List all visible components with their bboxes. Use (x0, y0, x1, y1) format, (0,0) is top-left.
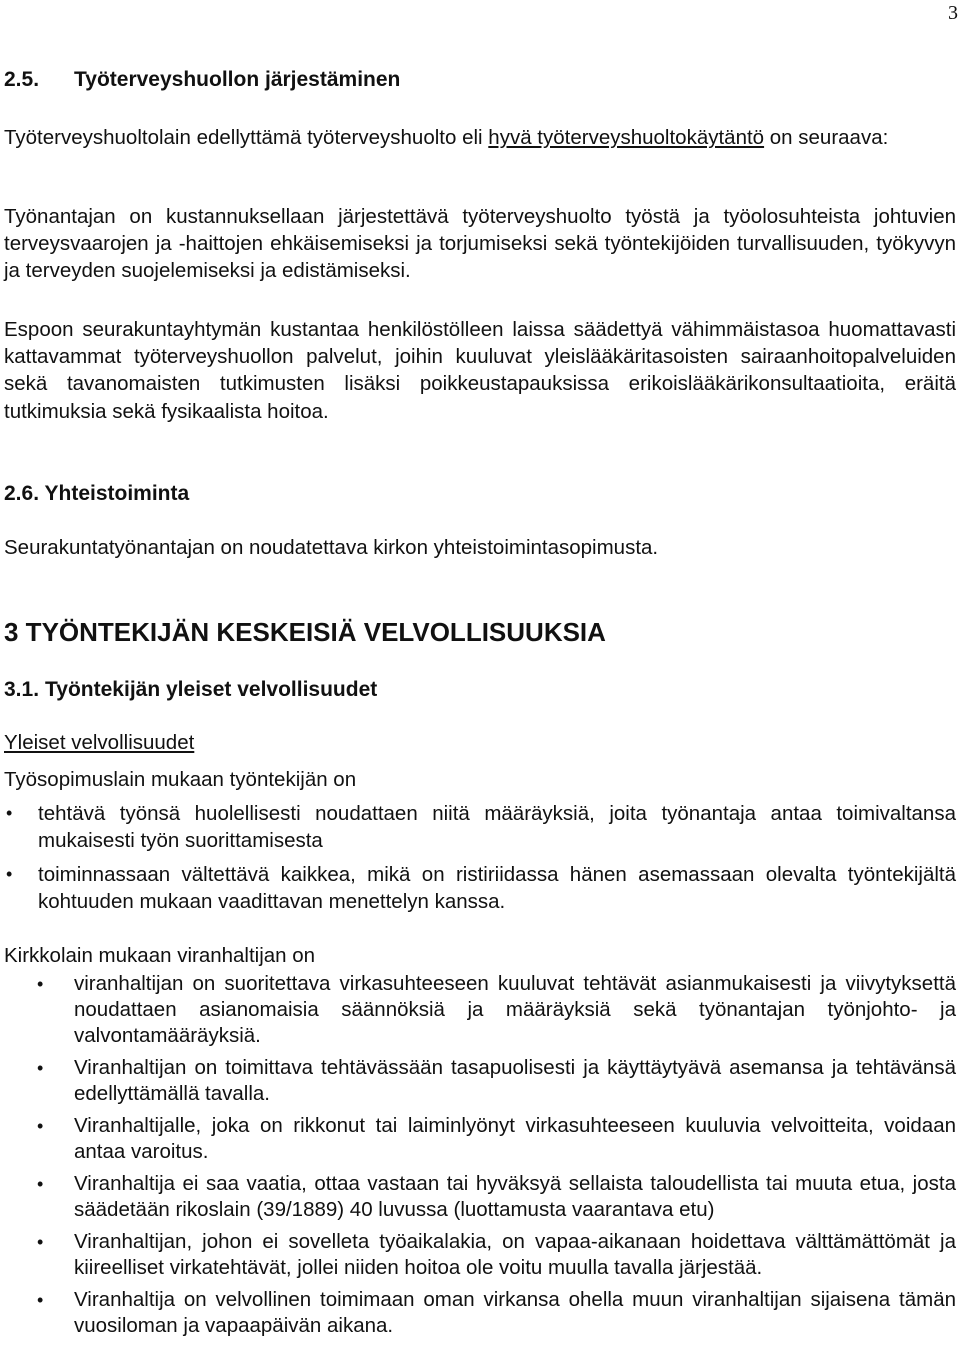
section-number: 2.5. (4, 68, 40, 91)
section-heading-3-1 (4, 676, 377, 704)
bullet-icon: • (37, 1058, 44, 1078)
church-law-intro: Kirkkolain mukaan viranhaltijan on (4, 944, 316, 967)
list-item-text: Viranhaltijan on toimittava tehtävässään tasapuolisesti ja käyttäytyävä asemansa ja tehtävänsä edellyttämällä tavalla. (74, 1056, 956, 1105)
list-item (4, 1113, 956, 1165)
bullet-icon: • (37, 974, 44, 994)
list-item (4, 1229, 956, 1281)
bullet-icon: • (6, 803, 13, 823)
employment-law-list (4, 800, 956, 922)
page-number: 3 (948, 2, 958, 24)
list-item-text: Viranhaltijalle, joka on rikkonut tai laiminlyönyt virkasuhteeseen kuuluvia velvoitteita, voidaan antaa varoitus. (74, 1114, 956, 1163)
bullet-icon: • (37, 1290, 44, 1310)
list-item-text: Viranhaltijan, johon ei sovelleta työaikalakia, on vapaa-aikanaan hoidettava välttämättömät ja kiireelliset virkatehtävät, jollei niiden hoitoa ole voitu muulla tavalla järjestää. (74, 1230, 956, 1279)
good-practice-link[interactable]: hyvä työterveyshuoltokäytäntö (488, 126, 765, 149)
section-heading-2-5 (4, 66, 400, 94)
intro-text: Työterveyshuoltolain edellyttämä työterveyshuolto eli (4, 126, 489, 149)
bullet-icon: • (37, 1116, 44, 1136)
section-title: Yhteistoiminta (44, 482, 190, 505)
church-law-list (4, 971, 956, 1345)
list-item-text: tehtävä työnsä huolellisesti noudattaen niitä määräyksiä, joita työnantaja antaa toimivaltansa mukaisesti työn suorittamisesta (38, 802, 956, 852)
list-item-text: Viranhaltija ei saa vaatia, ottaa vastaan tai hyväksyä sellaista taloudellista tai muuta etua, josta säädetään rikoslain (39/1889) 40 luvussa (luottamusta vaarantava etu) (74, 1172, 956, 1221)
list-item (4, 971, 956, 1049)
general-duties-subheading: Yleiset velvollisuudet (4, 731, 195, 754)
employment-law-intro: Työsopimuslain mukaan työntekijän on (4, 768, 357, 791)
bullet-icon: • (37, 1232, 44, 1252)
section-number: 2.6. (4, 482, 40, 505)
list-item-text: toiminnassaan vältettävä kaikkea, mikä on ristiriidassa hänen asemassaan olevalta työntekijältä kohtuuden mukaan vaadittavan menettelyn kanssa. (38, 863, 956, 913)
bullet-icon: • (37, 1174, 44, 1194)
list-item (4, 1171, 956, 1223)
list-item-text: Viranhaltija on velvollinen toimimaan oman virkansa ohella muun viranhaltijan sijaisena tämän vuosiloman ja vapaapäivän aikana. (74, 1288, 956, 1337)
list-item-text: viranhaltijan on suoritettava virkasuhteeseen kuuluvat tehtävät asianmukaisesti ja viivytyksettä noudattaen asianomaisia säännöksiä ja määräyksiä sekä työnantajan työnjohto- ja valvontamääräyksiä. (74, 972, 956, 1047)
list-item (4, 1287, 956, 1339)
employer-obligation-paragraph: Työnantajan on kustannuksellaan järjestettävä työterveyshuolto työstä ja työolosuhteista johtuvien terveysvaarojen ja -haittojen ehkäisemiseksi ja torjumiseksi sekä työntekijöiden turvallisuuden, työkyvyn ja terveyden suojelemiseksi ja edistämiseksi. (4, 205, 956, 283)
list-item (4, 800, 956, 854)
list-item (4, 1055, 956, 1107)
intro-paragraph (4, 123, 956, 152)
chapter-heading-3: 3 TYÖNTEKIJÄN KESKEISIÄ VELVOLLISUUKSIA (4, 617, 606, 647)
bullet-icon: • (6, 864, 13, 884)
section-heading-2-6 (4, 480, 189, 508)
intro-text-end: on seuraava: (764, 126, 889, 149)
section-number: 3.1. (4, 678, 40, 701)
section-title: Työntekijän yleiset velvollisuudet (45, 678, 378, 701)
espoo-services-paragraph: Espoon seurakuntayhtymän kustantaa henkilöstölleen laissa säädettyä vähimmäistasoa huomattavasti kattavammat työterveyshuollon palvelut, joihin kuuluvat yleislääkäritasoisten sairaanhoitopalveluiden sekä tavanomaisten tutkimusten lisäksi poikkeustapauksissa erikoislääkärikonsultaatioita, eräitä tutkimuksia sekä fysikaalista hoitoa. (4, 318, 956, 423)
section-title: Työterveyshuollon järjestäminen (74, 68, 401, 91)
cooperation-text: Seurakuntatyönantajan on noudatettava kirkon yhteistoimintasopimusta. (4, 536, 659, 559)
list-item (4, 861, 956, 915)
